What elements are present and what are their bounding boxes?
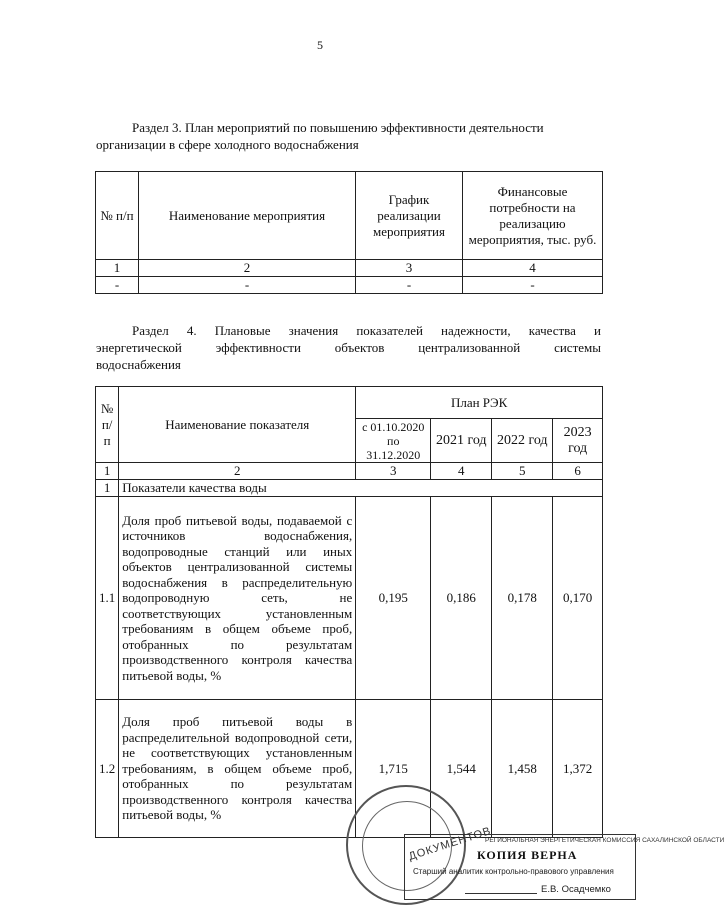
t4-index-cell: 6 [553, 463, 603, 480]
t4-period-header: с 01.10.2020 по 31.12.2020 [356, 419, 431, 463]
section4-title-line: Раздел 4. Плановые значения показателей надежности, качества и [132, 323, 601, 338]
t3-index-cell: 3 [356, 260, 463, 277]
t3-header-finance: Финансовые потребности на реализацию мероприятия, тыс. руб. [463, 172, 603, 260]
t4-header-num: № п/п [96, 387, 119, 463]
t4-row-value: 0,186 [431, 497, 492, 700]
t3-index-cell: 2 [139, 260, 356, 277]
t4-row-name: Доля проб питьевой воды в распределительной водопроводной сети, не соответствующих установленным требованиям, в общем объеме проб, отобранных по результатам производственного контроля качества питьевой воды, % [119, 700, 356, 838]
t4-row-num: 1.1 [96, 497, 119, 700]
section4-table [95, 386, 603, 838]
stamp-org: РЕГИОНАЛЬНАЯ ЭНЕРГЕТИЧЕСКАЯ КОМИССИЯ САХАЛИНСКОЙ ОБЛАСТИ [485, 837, 724, 844]
t4-group-num: 1 [96, 480, 119, 497]
t3-header-schedule: График реализации мероприятия [356, 172, 463, 260]
section4-title-line: энергетической эффективности объектов централизованной системы [96, 340, 601, 355]
t4-index-cell: 3 [356, 463, 431, 480]
t4-period-header: 2021 год [431, 419, 492, 463]
t4-index-cell: 4 [431, 463, 492, 480]
signature-line [465, 893, 537, 894]
t4-row-value: 1,372 [553, 700, 603, 838]
t3-header-num: № п/п [96, 172, 139, 260]
t4-row-value: 1,458 [492, 700, 553, 838]
t4-header-name: Наименование показателя [119, 387, 356, 463]
t4-header-plan: План РЭК [356, 387, 603, 419]
t3-index-cell: 1 [96, 260, 139, 277]
t4-index-cell: 2 [119, 463, 356, 480]
t3-header-name: Наименование мероприятия [139, 172, 356, 260]
t3-index-cell: 4 [463, 260, 603, 277]
t4-row-value: 0,178 [492, 497, 553, 700]
section3-table [95, 171, 603, 294]
stamp-word: ДОКУМЕНТОВ [407, 824, 493, 864]
t4-row-value: 0,195 [356, 497, 431, 700]
t4-index-cell: 5 [492, 463, 553, 480]
t4-index-cell: 1 [96, 463, 119, 480]
t4-row-value: 1,544 [431, 700, 492, 838]
t3-data-cell: - [96, 277, 139, 294]
section4-title-line: водоснабжения [96, 357, 181, 372]
t3-data-cell: - [463, 277, 603, 294]
section3-title: Раздел 3. План мероприятий по повышению эффективности деятельности организации в сфере холодного водоснабжения [96, 120, 544, 152]
page-number: 5 [317, 38, 323, 52]
stamp-role: Старший аналитик контрольно-правового управления [413, 867, 614, 876]
t4-period-header: 2022 год [492, 419, 553, 463]
stamp-name: Е.В. Осадчемко [541, 884, 611, 895]
stamp-title: КОПИЯ ВЕРНА [477, 848, 578, 862]
t4-row-name: Доля проб питьевой воды, подаваемой с источников водоснабжения, водопроводные станций или иных объектов централизованной системы водоснабжения в распределительную водопроводную сеть, не соответствующих установленным требованиям в общем объеме проб, отобранных по результатам производственного контроля качества питьевой воды, % [119, 497, 356, 700]
copy-certified-stamp [404, 834, 724, 900]
section4-title [96, 322, 601, 373]
t4-row-value: 1,715 [356, 700, 431, 838]
t4-period-header: 2023 год [553, 419, 603, 463]
t4-row-num: 1.2 [96, 700, 119, 838]
t3-data-cell: - [139, 277, 356, 294]
t3-data-cell: - [356, 277, 463, 294]
t4-row-value: 0,170 [553, 497, 603, 700]
t4-group-name: Показатели качества воды [119, 480, 603, 497]
